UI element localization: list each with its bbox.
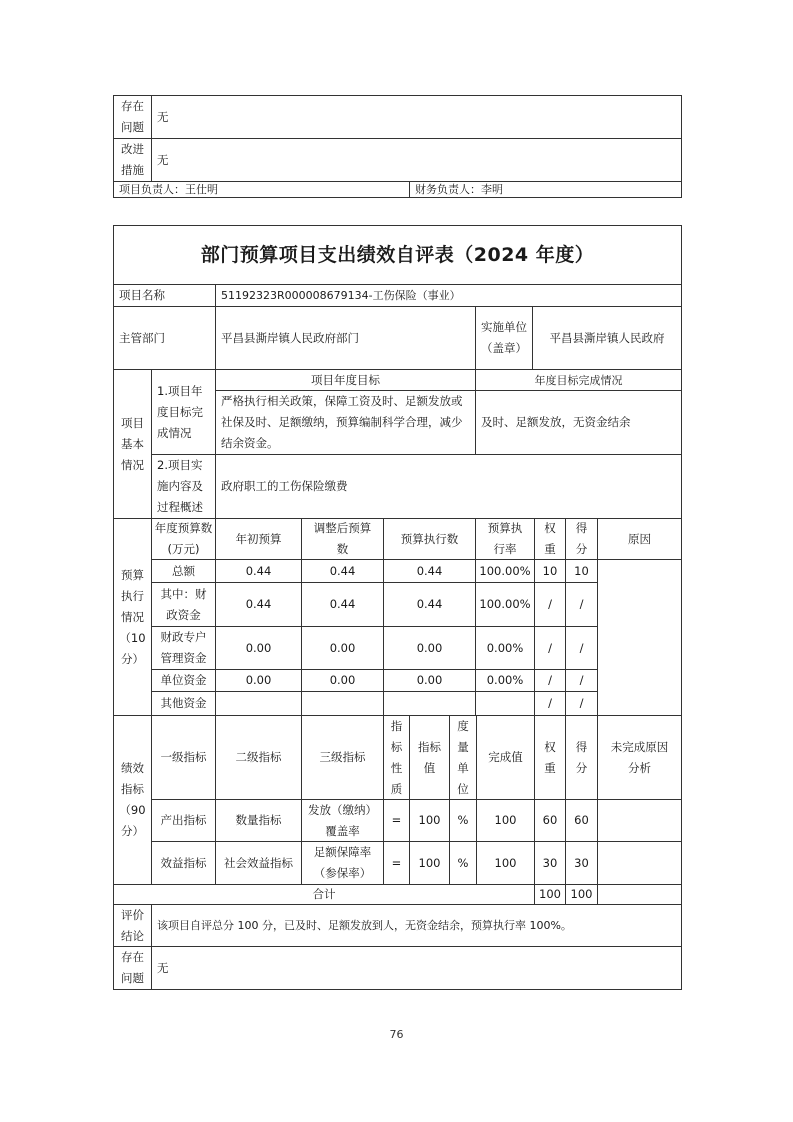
budget-header: 年初预算 xyxy=(215,518,302,560)
budget-header: 调整后预算数 xyxy=(301,518,384,560)
perf-nature: = xyxy=(383,799,410,842)
budget-score: / xyxy=(565,691,598,716)
perf-header: 二级指标 xyxy=(215,715,302,800)
perf-header: 指标性质 xyxy=(383,715,410,800)
budget-rate: 0.00% xyxy=(475,669,535,692)
total-reason xyxy=(597,884,682,905)
perf-header: 指标值 xyxy=(409,715,450,800)
budget-weight: 10 xyxy=(534,559,566,583)
budget-executed: 0.00 xyxy=(383,626,476,670)
budget-rate: 100.00% xyxy=(475,582,535,627)
perf-score: 60 xyxy=(565,799,598,842)
budget-reason-cell xyxy=(597,559,682,716)
perf-header: 完成值 xyxy=(476,715,535,800)
dept-value: 平昌县澌岸镇人民政府部门 xyxy=(215,306,476,370)
budget-row-name: 总额 xyxy=(151,559,216,583)
budget-adjusted xyxy=(301,691,384,716)
budget-weight: / xyxy=(534,626,566,670)
project-lead: 项目负责人：王仕明 xyxy=(113,181,410,198)
budget-executed xyxy=(383,691,476,716)
budget-weight: / xyxy=(534,691,566,716)
budget-score: / xyxy=(565,669,598,692)
total-score: 100 xyxy=(565,884,598,905)
perf-level2: 数量指标 xyxy=(215,799,302,842)
total-weight: 100 xyxy=(534,884,566,905)
perf-actual: 100 xyxy=(476,799,535,842)
form-problem-label: 存在问题 xyxy=(113,946,152,990)
budget-executed: 0.44 xyxy=(383,582,476,627)
perf-header: 未完成原因分析 xyxy=(597,715,682,800)
budget-header: 预算执行数 xyxy=(383,518,476,560)
budget-initial xyxy=(215,691,302,716)
perf-reason xyxy=(597,799,682,842)
dept-label: 主管部门 xyxy=(113,306,216,370)
finance-lead: 财务负责人：李明 xyxy=(409,181,682,198)
impl-label: 2.项目实施内容及过程概述 xyxy=(151,454,216,519)
budget-adjusted: 0.44 xyxy=(301,582,384,627)
basic-section-label: 项目基本情况 xyxy=(113,369,152,519)
budget-adjusted: 0.44 xyxy=(301,559,384,583)
perf-reason xyxy=(597,841,682,885)
perf-weight: 30 xyxy=(534,841,566,885)
page-number: 76 xyxy=(389,1028,404,1041)
budget-row-name: 其中：财政资金 xyxy=(151,582,216,627)
perf-level3: 发放（缴纳）覆盖率 xyxy=(301,799,384,842)
perf-level1: 效益指标 xyxy=(151,841,216,885)
budget-adjusted: 0.00 xyxy=(301,669,384,692)
perf-value: 100 xyxy=(409,841,450,885)
budget-header: 原因 xyxy=(597,518,682,560)
budget-score: / xyxy=(565,582,598,627)
problem-label: 存在问题 xyxy=(113,95,152,139)
budget-header: 权重 xyxy=(534,518,566,560)
status-text: 及时、足额发放，无资金结余 xyxy=(475,390,682,455)
improve-label: 改进措施 xyxy=(113,138,152,182)
perf-header: 三级指标 xyxy=(301,715,384,800)
budget-initial: 0.44 xyxy=(215,582,302,627)
budget-row-name: 单位资金 xyxy=(151,669,216,692)
budget-initial: 0.00 xyxy=(215,626,302,670)
conclusion-label: 评价结论 xyxy=(113,904,152,947)
budget-section-label: 预算执行情况（10分） xyxy=(113,518,152,716)
perf-level2: 社会效益指标 xyxy=(215,841,302,885)
perf-header: 权重 xyxy=(534,715,566,800)
perf-unit: % xyxy=(449,799,477,842)
budget-row-name: 财政专户管理资金 xyxy=(151,626,216,670)
perf-header: 一级指标 xyxy=(151,715,216,800)
impl-unit-label: 实施单位（盖章） xyxy=(475,306,533,370)
impl-unit-value: 平昌县澌岸镇人民政府 xyxy=(532,306,682,370)
perf-header: 得分 xyxy=(565,715,598,800)
budget-header: 得分 xyxy=(565,518,598,560)
budget-header: 预算执行率 xyxy=(475,518,535,560)
perf-unit: % xyxy=(449,841,477,885)
budget-rate: 0.00% xyxy=(475,626,535,670)
budget-row-name: 其他资金 xyxy=(151,691,216,716)
budget-rate: 100.00% xyxy=(475,559,535,583)
conclusion-text: 该项目自评总分 100 分，已及时、足额发放到人，无资金结余，预算执行率 100%。 xyxy=(151,904,682,947)
impl-text: 政府职工的工伤保险缴费 xyxy=(215,454,682,519)
budget-initial: 0.00 xyxy=(215,669,302,692)
total-label: 合计 xyxy=(113,884,535,905)
form-title: 部门预算项目支出绩效自评表（2024 年度） xyxy=(113,225,682,285)
project-name-value: 51192323R000008679134-工伤保险（事业） xyxy=(215,284,682,307)
project-name-label: 项目名称 xyxy=(113,284,216,307)
budget-score: / xyxy=(565,626,598,670)
budget-score: 10 xyxy=(565,559,598,583)
goal-text: 严格执行相关政策，保障工资及时、足额发放或社保及时、足额缴纳，预算编制科学合理，减少结余资金。 xyxy=(215,390,476,455)
perf-actual: 100 xyxy=(476,841,535,885)
problem-value: 无 xyxy=(151,95,682,139)
budget-executed: 0.00 xyxy=(383,669,476,692)
goal-label: 1.项目年度目标完成情况 xyxy=(151,369,216,455)
improve-value: 无 xyxy=(151,138,682,182)
budget-executed: 0.44 xyxy=(383,559,476,583)
perf-weight: 60 xyxy=(534,799,566,842)
perf-value: 100 xyxy=(409,799,450,842)
status-header: 年度目标完成情况 xyxy=(475,369,682,391)
perf-nature: = xyxy=(383,841,410,885)
goal-header: 项目年度目标 xyxy=(215,369,476,391)
budget-initial: 0.44 xyxy=(215,559,302,583)
perf-level1: 产出指标 xyxy=(151,799,216,842)
budget-adjusted: 0.00 xyxy=(301,626,384,670)
budget-rate xyxy=(475,691,535,716)
perf-header: 度量单位 xyxy=(449,715,477,800)
perf-score: 30 xyxy=(565,841,598,885)
form-problem-value: 无 xyxy=(151,946,682,990)
budget-header: 年度预算数(万元) xyxy=(151,518,216,560)
perf-section-label: 绩效指标（90分） xyxy=(113,715,152,885)
perf-level3: 足额保障率（参保率） xyxy=(301,841,384,885)
budget-weight: / xyxy=(534,669,566,692)
budget-weight: / xyxy=(534,582,566,627)
